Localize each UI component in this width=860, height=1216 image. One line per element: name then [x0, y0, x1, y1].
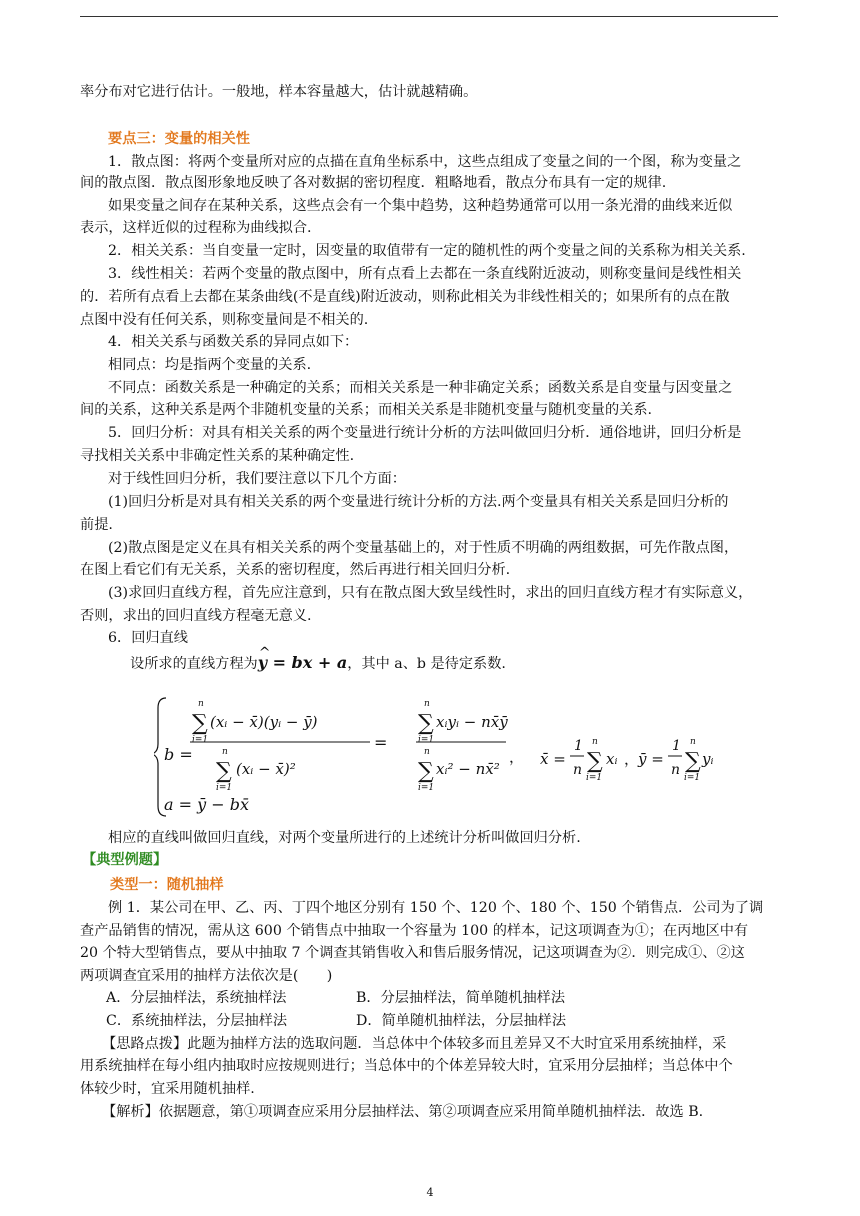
regression-line-summary: 相应的直线叫做回归直线，对两个变量所进行的上述统计分析叫做回归分析.	[108, 830, 581, 846]
regression-point-2b: 在图上看它们有无关系，关系的密切程度，然后再进行相关回归分析.	[80, 562, 511, 578]
denominator-1: (xᵢ − x̄)²	[236, 760, 296, 778]
sum-lower-4: i=1	[418, 783, 435, 793]
ybar-lhs: ȳ =	[638, 750, 664, 768]
sum-upper-4: n	[424, 747, 430, 757]
regression-text-1: 5．回归分析：对具有相关关系的两个变量进行统计分析的方法叫做回归分析．通俗地讲，回归分析是	[108, 425, 742, 441]
line-equation-rest: = bx + a	[267, 653, 348, 672]
equals-1: =	[374, 733, 388, 752]
regression-text-3: 对于线性回归分析，我们要注意以下几个方面：	[108, 471, 406, 487]
compare-diff-1: 不同点：函数关系是一种确定的关系；而相关关系是一种非确定关系；函数关系是自变量与因变量之	[108, 380, 733, 396]
regression-point-2a: (2)散点图是定义在具有相关关系的两个变量基础上的，对于性质不明确的两组数据，可先作散点图，	[108, 540, 739, 556]
scatter-text-1: 1．散点图：将两个变量所对应的点描在直角坐标系中，这些点组成了变量之间的一个图，称为变量之	[108, 154, 742, 170]
ybar-sum-upper: n	[690, 737, 696, 747]
xbar-n: n	[573, 762, 583, 778]
scatter-text-4: 表示，这样近似的过程称为曲线拟合.	[80, 220, 312, 236]
compare-same: 相同点：均是指两个变量的关系.	[108, 357, 312, 373]
solution-text: 【解析】依据题意，第①项调查应采用分层抽样法、第②项调查应采用简单随机抽样法．故选 B.	[102, 1104, 704, 1120]
xbar-rhs: xᵢ	[606, 750, 618, 768]
option-c: C．系统抽样法，分层抽样法	[106, 1013, 288, 1029]
section-heading-correlation: 要点三：变量的相关性	[108, 131, 250, 147]
xbar-lhs: x̄ =	[540, 750, 566, 768]
comma-1: ，	[509, 748, 525, 766]
scatter-text-2: 间的散点图．散点图形象地反映了各对数据的密切程度．粗略地看，散点分布具有一定的规律.	[80, 175, 667, 191]
line-equation-pre: 设所求的直线方程为	[130, 656, 258, 672]
type1-heading: 类型一：随机抽样	[110, 877, 224, 893]
line-equation-sentence	[130, 652, 506, 675]
xbar-one: 1	[574, 738, 583, 754]
regression-point-3b: 否则，求出的回归直线方程毫无意义.	[80, 608, 312, 624]
option-d: D．简单随机抽样法，分层抽样法	[356, 1013, 567, 1029]
regression-formula-svg	[154, 694, 714, 822]
header-rule	[80, 16, 778, 17]
ybar-n: n	[671, 762, 681, 778]
sum-sign-1: ∑	[192, 711, 208, 736]
regression-point-1a: (1)回归分析是对具有相关关系的两个变量进行统计分析的方法.两个变量具有相关关系是回归分析的	[108, 494, 729, 510]
example1-text-3: 20 个特大型销售点，要从中抽取 7 个调查其销售收入和售后服务情况，记这项调查为②．则完成①、②这	[80, 945, 745, 961]
scatter-text-3: 如果变量之间存在某种关系，这些点会有一个集中趋势，这种趋势通常可以用一条光滑的曲线来近似	[108, 198, 733, 214]
ybar-rhs: yᵢ	[702, 750, 714, 768]
regression-point-1b: 前提.	[80, 517, 113, 533]
regression-text-2: 寻找相关关系中非确定性关系的某种确定性.	[80, 448, 355, 464]
sum-sign-4: ∑	[418, 759, 434, 784]
numerator-1: (xᵢ − x̄)(yᵢ − ȳ)	[210, 713, 318, 731]
y-hat: ^ y	[258, 652, 267, 674]
typical-examples-heading: 【典型例题】	[82, 852, 168, 868]
sum-lower-1: i=1	[192, 735, 209, 745]
paragraph-continuation: 率分布对它进行估计。一般地，样本容量越大，估计就越精确。	[80, 84, 478, 100]
line-equation	[258, 653, 347, 672]
correlation-text: 2．相关关系：当自变量一定时，因变量的取值带有一定的随机性的两个变量之间的关系称为相关关系.	[108, 243, 746, 259]
example1-text-4: 两项调查宜采用的抽样方法依次是( )	[80, 968, 333, 984]
b-lhs: b =	[164, 745, 193, 764]
sum-lower-2: i=1	[216, 783, 233, 793]
xbar-sum-lower: i=1	[586, 773, 603, 783]
ybar-sum-lower: i=1	[684, 773, 701, 783]
example1-text-2: 查产品销售的情况，需从这 600 个销售点中抽取一个容量为 100 的样本，记这项调查为①；在丙地区中有	[80, 923, 749, 939]
regression-formula	[154, 694, 714, 822]
compare-title: 4．相关关系与函数关系的异同点如下：	[108, 334, 359, 350]
compare-diff-2: 间的关系，这种关系是两个非随机变量的关系；而相关关系是非随机变量与随机变量的关系.	[80, 402, 653, 418]
regression-line-title: 6．回归直线	[108, 630, 188, 646]
xbar-sum-upper: n	[592, 737, 598, 747]
numerator-2: xᵢyᵢ − nx̄ȳ	[436, 713, 508, 731]
hint-text-3: 体较少时，宜采用随机抽样.	[80, 1081, 255, 1097]
linear-text-2: 的．若所有点看上去都在某条曲线(不是直线)附近波动，则称此相关为非线性相关的；如果所有的点在散	[80, 289, 730, 305]
sum-upper-3: n	[424, 699, 430, 709]
sum-upper-1: n	[198, 699, 204, 709]
xbar-sum: ∑	[587, 749, 603, 774]
hint-text-2: 用系统抽样在每小组内抽取时应按规则进行；当总体中的个体差异较大时，宜采用分层抽样；当总体中个	[80, 1058, 733, 1074]
option-a: A．分层抽样法，系统抽样法	[106, 990, 287, 1006]
ybar-sum: ∑	[685, 749, 701, 774]
sum-lower-3: i=1	[418, 735, 435, 745]
linear-text-3: 点图中没有任何关系，则称变量间是不相关的.	[80, 312, 369, 328]
example1-text-1: 例 1．某公司在甲、乙、丙、丁四个地区分别有 150 个、120 个、180 个、150 个销售点．公司为了调	[108, 900, 764, 916]
page-number: 4	[426, 1186, 434, 1199]
denominator-2: xᵢ² − nx̄²	[436, 760, 500, 778]
hint-text-1: 【思路点拨】此题为抽样方法的选取问题．当总体中个体较多而且差异又不大时宜采用系统抽样，采	[102, 1036, 727, 1052]
sum-upper-2: n	[222, 747, 228, 757]
sum-sign-2: ∑	[216, 759, 232, 784]
a-equation: a = ȳ − bx̄	[164, 795, 249, 814]
sum-sign-3: ∑	[418, 711, 434, 736]
regression-point-3a: (3)求回归直线方程，首先应注意到，只有在散点图大致呈线性时，求出的回归直线方程才有实际意义，	[108, 585, 753, 601]
ybar-one: 1	[672, 738, 681, 754]
separator: ，	[624, 750, 640, 768]
line-equation-post: ，其中 a、b 是待定系数.	[347, 656, 506, 672]
linear-text-1: 3．线性相关：若两个变量的散点图中，所有点看上去都在一条直线附近波动，则称变量间是线性相关	[108, 266, 742, 282]
option-b: B．分层抽样法，简单随机抽样法	[356, 990, 566, 1006]
